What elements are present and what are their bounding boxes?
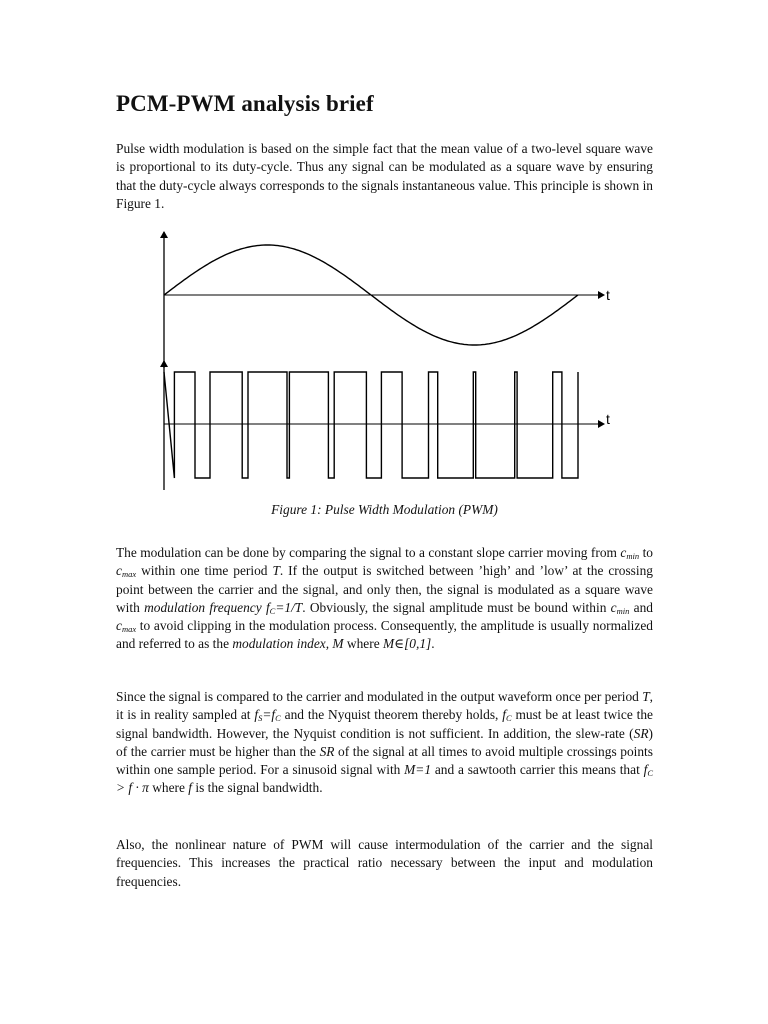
paragraph-modulation: The modulation can be done by comparing the signal to a constant slope carrier moving from $c_{min}$ to $c_{max}$ within one time period T. If the output is switched between ’high’ and ’low’ at the crossing point between the carrier and the signal, and only then, the signal is modulated as a square wave with modulation frequency $f_C=1/T$. Obviously, the signal amplitude must be bound within $c_{min}$ and $c_{max}$ to avoid clipping in the modulation process. Consequently, the amplitude is usually normalized and referred to as the modulation index, M where M∈[0,1].: [116, 545, 653, 652]
bottom-axis-label: t: [606, 411, 610, 427]
figure-pwm: [116, 228, 636, 492]
figure-caption: Figure 1: Pulse Width Modulation (PWM): [271, 502, 498, 517]
pwm-square-wave: [164, 372, 578, 478]
paragraph-intermodulation: Also, the nonlinear nature of PWM will cause intermodulation of the carrier and the signal frequencies. This increases the practical ratio necessary between the input and modulation frequencies.: [116, 837, 653, 889]
pwm-diagram: [116, 228, 636, 492]
paragraph-intro: Pulse width modulation is based on the simple fact that the mean value of a two-level square wave is proportional to its duty-cycle. Thus any signal can be modulated as a square wave by ensuring that the duty-cycle always corresponds to the signals instantaneous value. This principle is shown in Figure 1.: [116, 141, 653, 211]
page-title: PCM-PWM analysis brief: [116, 91, 374, 116]
top-axis-label: t: [606, 287, 610, 303]
paragraph-sampling: Since the signal is compared to the carrier and modulated in the output waveform once per period T, it is in reality sampled at $f_S=f_C$ and the Nyquist theorem thereby holds, $f_C$ must be at least twice the signal bandwidth. However, the Nyquist condition is not sufficient. In addition, the slew-rate (SR) of the carrier must be higher than the SR of the signal at all times to avoid multiple crossings points within one sample period. For a sinusoid signal with M=1 and a sawtooth carrier this means that $f_C > f \cdot \pi$ where f is the signal bandwidth.: [116, 689, 653, 796]
inequality: $f_C > f \cdot \pi$: [116, 762, 653, 796]
